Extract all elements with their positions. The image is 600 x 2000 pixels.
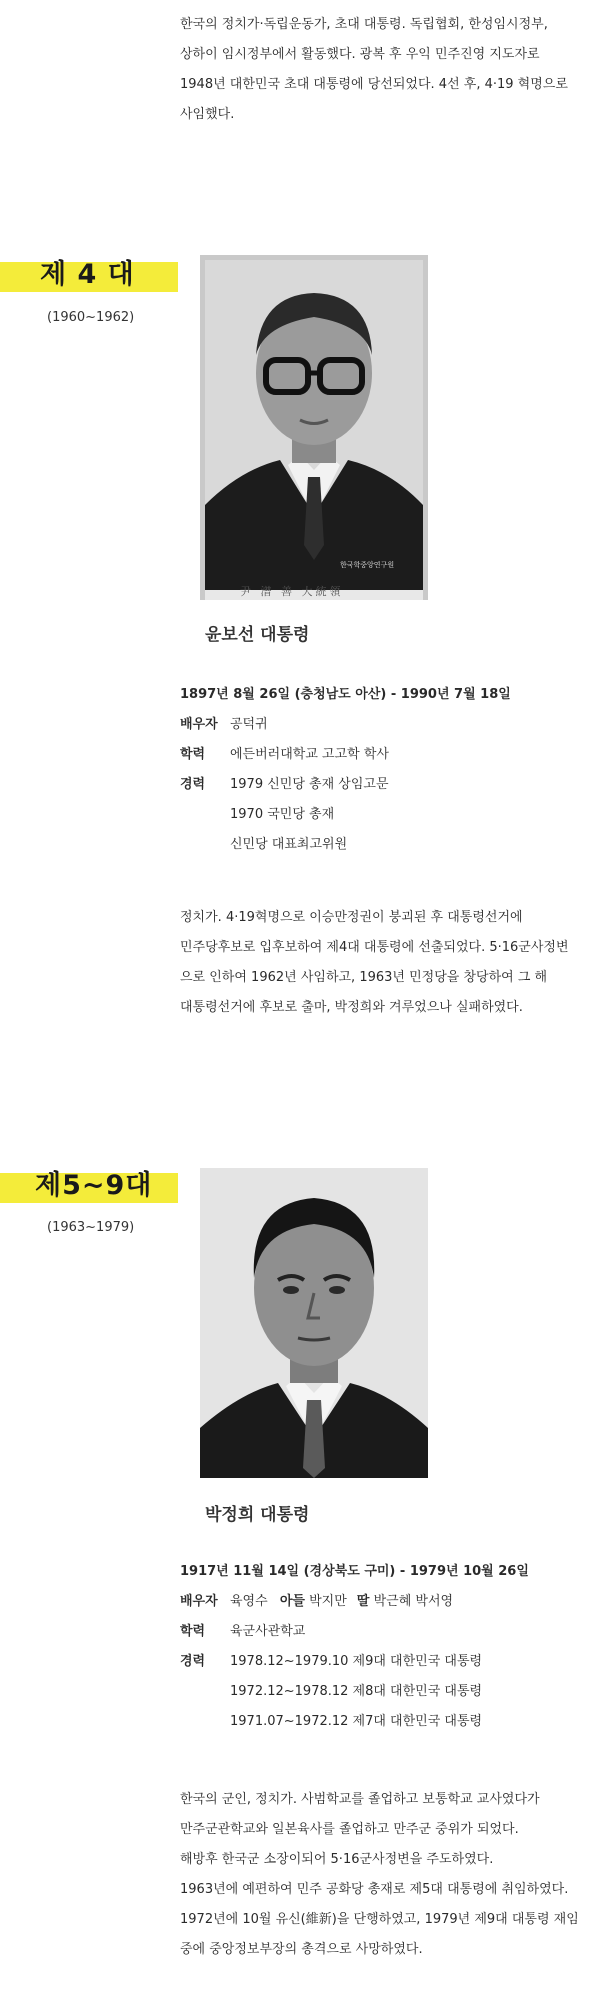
bio-line: 으로 인하여 1962년 사임하고, 1963년 민정당을 창당하여 그 해 bbox=[180, 970, 548, 985]
education-value: 육군사관학교 bbox=[230, 1624, 306, 1639]
daughter-label: 딸 bbox=[356, 1594, 370, 1609]
bio-line: 대통령선거에 후보로 출마, 박정희와 겨루었으나 실패하였다. bbox=[180, 1000, 523, 1015]
section-4-title: 제 4 대 bbox=[40, 259, 135, 290]
president-name: 윤보선 대통령 bbox=[205, 625, 310, 645]
bio-line: 해방후 한국군 소장이되어 5·16군사정변을 주도하였다. bbox=[180, 1852, 494, 1867]
spouse-value: 육영수 bbox=[230, 1594, 268, 1609]
education-value: 에든버러대학교 고고학 학사 bbox=[230, 747, 389, 762]
birth-death: 1917년 11월 14일 (경상북도 구미) - 1979년 10월 26일 bbox=[180, 1564, 529, 1579]
bio-line: 중에 중앙정보부장의 총격으로 사망하였다. bbox=[180, 1942, 423, 1957]
bio-line: 정치가. 4·19혁명으로 이승만정권이 붕괴된 후 대통령선거에 bbox=[180, 910, 523, 925]
intro-line: 사임했다. bbox=[180, 107, 235, 122]
career-label: 경력 bbox=[180, 777, 206, 792]
biography bbox=[180, 903, 569, 1023]
bio-line: 한국의 군인, 정치가. 사범학교를 졸업하고 보통학교 교사였다가 bbox=[180, 1792, 540, 1807]
intro-line: 1948년 대한민국 초대 대통령에 당선되었다. 4선 후, 4·19 혁명으로 bbox=[180, 77, 568, 92]
career-item: 1979 신민당 총재 상임고문 bbox=[230, 777, 389, 792]
archive-mark: 한국학중앙연구원 bbox=[340, 561, 395, 569]
portrait-illustration bbox=[200, 1168, 428, 1478]
son-value: 박지만 bbox=[309, 1594, 347, 1609]
education-label: 학력 bbox=[180, 747, 206, 762]
yun-boseon-portrait bbox=[200, 255, 428, 600]
career-item: 1978.12~1979.10 제9대 대한민국 대통령 bbox=[230, 1654, 483, 1669]
spouse-label: 배우자 bbox=[180, 1594, 218, 1609]
career-item: 1970 국민당 총재 bbox=[230, 807, 335, 822]
bio-line: 1963년에 예편하여 민주 공화당 총재로 제5대 대통령에 취임하였다. bbox=[180, 1882, 569, 1897]
career-item: 1972.12~1978.12 제8대 대한민국 대통령 bbox=[230, 1684, 483, 1699]
profile-info bbox=[180, 680, 511, 860]
portrait-caption: 尹 潽 善 大統領 bbox=[240, 585, 344, 598]
daughter-value: 박근혜 박서영 bbox=[373, 1594, 454, 1609]
bio-line: 민주당후보로 입후보하여 제4대 대통령에 선출되었다. 5·16군사정변 bbox=[180, 940, 569, 955]
section-4-years: (1960~1962) bbox=[47, 310, 135, 325]
park-chunghee-portrait bbox=[200, 1168, 428, 1478]
president-name: 박정희 대통령 bbox=[205, 1505, 310, 1525]
son-label: 아들 bbox=[279, 1594, 305, 1609]
portrait-illustration bbox=[200, 255, 428, 600]
section-5-years: (1963~1979) bbox=[47, 1220, 135, 1235]
section-5-title: 제5~9대 bbox=[35, 1170, 153, 1201]
intro-paragraph bbox=[180, 10, 568, 130]
spouse-value: 공덕귀 bbox=[230, 717, 268, 732]
intro-line: 한국의 정치가·독립운동가, 초대 대통령. 독립협회, 한성임시정부, bbox=[180, 17, 548, 32]
career-item: 1971.07~1972.12 제7대 대한민국 대통령 bbox=[230, 1714, 483, 1729]
spouse-label: 배우자 bbox=[180, 717, 218, 732]
biography bbox=[180, 1785, 579, 1965]
birth-death: 1897년 8월 26일 (충청남도 아산) - 1990년 7월 18일 bbox=[180, 687, 511, 702]
career-label: 경력 bbox=[180, 1654, 206, 1669]
bio-line: 만주군관학교와 일본육사를 졸업하고 만주군 중위가 되었다. bbox=[180, 1822, 519, 1837]
intro-line: 상하이 임시정부에서 활동했다. 광복 후 우익 민주진영 지도자로 bbox=[180, 47, 540, 62]
education-label: 학력 bbox=[180, 1624, 206, 1639]
career-item: 신민당 대표최고위원 bbox=[230, 837, 348, 852]
bio-line: 1972년에 10월 유신(維新)을 단행하였고, 1979년 제9대 대통령 재임 bbox=[180, 1912, 579, 1927]
profile-info bbox=[180, 1557, 529, 1737]
